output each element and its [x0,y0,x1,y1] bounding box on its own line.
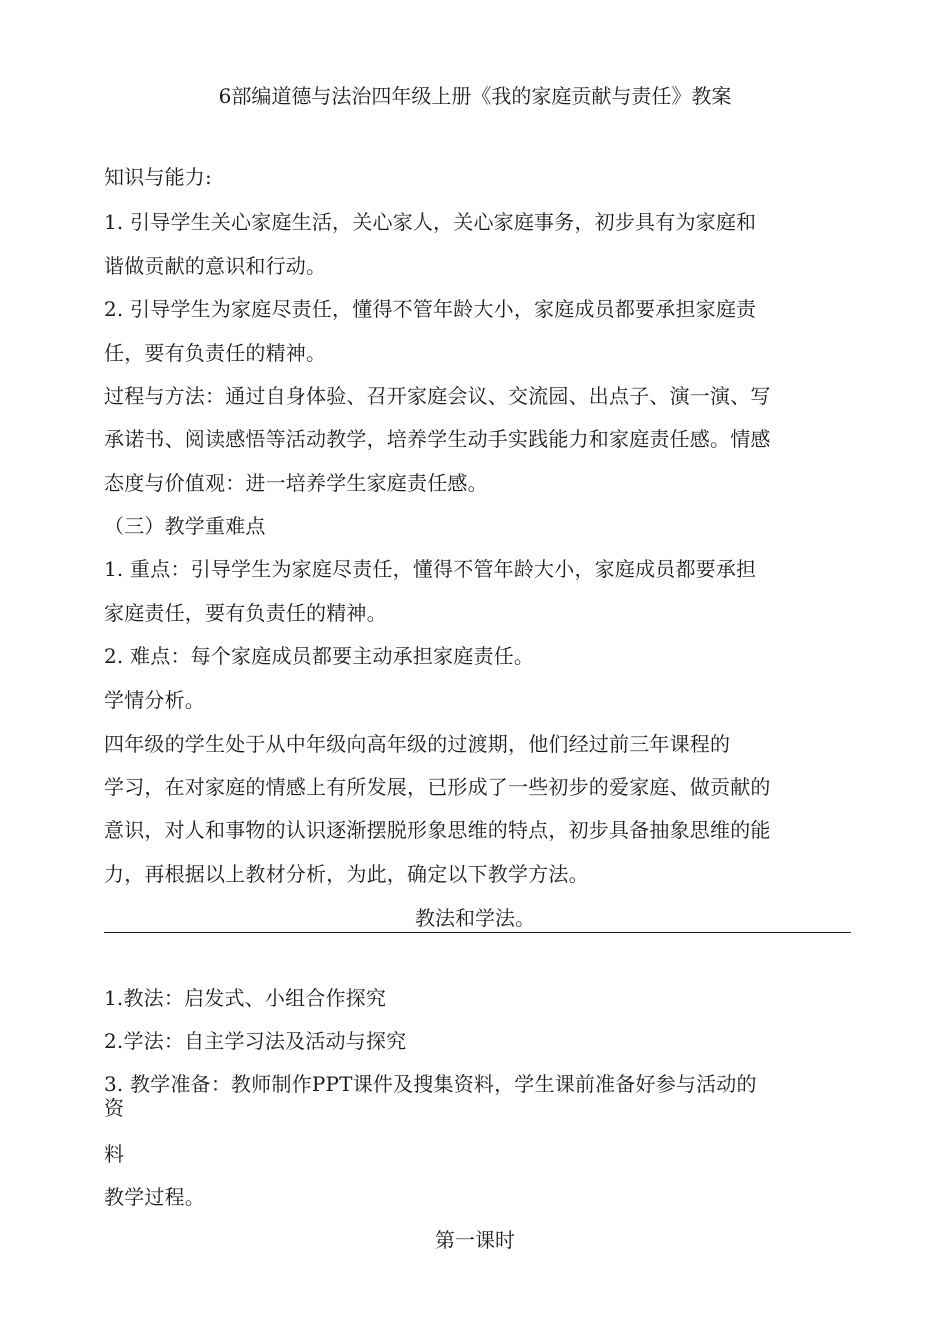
text-line: 1. 引导学生关心家庭生活，关心家人，关心家庭事务，初步具有为家庭和 [104,210,757,234]
text-line: 力，再根据以上教材分析，为此，确定以下教学方法。 [104,862,589,886]
text-line: 任，要有负责任的精神。 [104,341,327,365]
text-line: 教学过程。 [104,1185,205,1209]
text-line: 资 [104,1096,125,1120]
text-line: 2.学法：自主学习法及活动与探究 [104,1029,407,1053]
text-line: 1.教法：启发式、小组合作探究 [104,986,387,1010]
text-line: 3. 教学准备：教师制作PPT课件及搜集资料，学生课前准备好参与活动的 [104,1072,757,1096]
section-heading: 教法和学法。 [415,906,535,930]
text-line: 承诺书、阅读感悟等活动教学，培养学生动手实践能力和家庭责任感。情感 [104,427,771,451]
text-line: 2. 引导学生为家庭尽责任，懂得不管年龄大小，家庭成员都要承担家庭责 [104,297,757,321]
text-line: 1. 重点：引导学生为家庭尽责任，懂得不管年龄大小，家庭成员都要承担 [104,557,757,581]
horizontal-rule [104,932,851,933]
text-line: 过程与方法：通过自身体验、召开家庭会议、交流园、出点子、演一演、写 [104,384,771,408]
document-title: 6部编道德与法治四年级上册《我的家庭贡献与责任》教案 [218,84,732,108]
text-line: 2. 难点：每个家庭成员都要主动承担家庭责任。 [104,644,535,668]
text-line: 学习，在对家庭的情感上有所发展，已形成了一些初步的爱家庭、做贡献的 [104,775,771,799]
text-line: 谐做贡献的意识和行动。 [104,254,327,278]
text-line: 料 [104,1142,125,1166]
text-line: 家庭责任，要有负责任的精神。 [104,601,387,625]
text-line: 意识，对人和事物的认识逐渐摆脱形象思维的特点，初步具备抽象思维的能 [104,818,771,842]
text-line: 四年级的学生处于从中年级向高年级的过渡期，他们经过前三年课程的 [104,732,731,756]
text-line: 知识与能力: [104,165,212,189]
lesson-heading: 第一课时 [435,1228,515,1252]
text-line: 学情分析。 [104,688,205,712]
text-line: （三）教学重难点 [104,514,266,538]
text-line: 态度与价值观：进一培养学生家庭责任感。 [104,471,488,495]
